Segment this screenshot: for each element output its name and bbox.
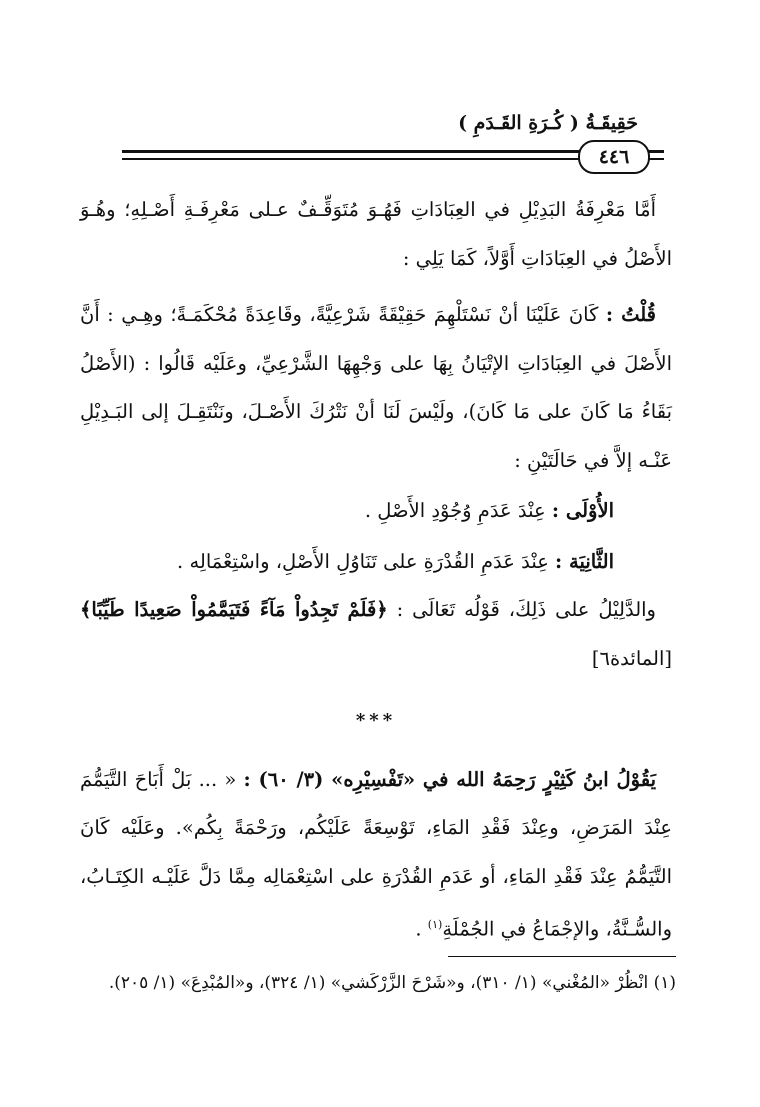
paragraph-4 <box>80 756 672 955</box>
point-second <box>80 538 672 587</box>
paragraph-2 <box>80 291 672 485</box>
page-number: ٤٤٦ <box>578 140 650 174</box>
section-separator: *** <box>355 710 397 731</box>
footnote-marker: (١) <box>427 918 443 931</box>
point-second-text: عِنْدَ عَدَمِ القُدْرَةِ على تَنَاوُلِ الأَصْلِ، واسْتِعْمَالِه . <box>177 549 549 573</box>
main-text <box>80 186 672 954</box>
footnote-rule <box>448 956 676 957</box>
point-first-label: الأُوْلَى : <box>551 499 614 522</box>
point-first-text: عِنْدَ عَدَمِ وُجُوْدِ الأَصْلِ . <box>364 499 546 522</box>
paragraph-1: أَمَّا مَعْرِفَةُ البَدِيْلِ في العِبَادَاتِ فَهُـوَ مُتَوَقِّـفٌ عـلى مَعْرِفَـةِ أَصْـلِهِ؛ وهُـوَ الأَصْلُ في العِبَادَاتِ أَوَّلاً، كَمَا يَلِي : <box>80 198 672 270</box>
paragraph-2-lead: قُلْتُ : <box>605 303 656 326</box>
point-second-label: الثَّانِيَة : <box>555 549 614 573</box>
running-header-title: حَقِيقَـةُ ( كُـرَةِ القَـدَمِ ) <box>458 112 638 134</box>
point-first <box>80 487 672 536</box>
paragraph-4-text: « ... بَلْ أَبَاحَ التَّيَمُّمَ عِنْدَ المَرَضِ، وعِنْدَ فَقْدِ المَاءِ، تَوْسِعَةً عَلَيْكُم، ورَحْمَةً بِكُم». وعَلَيْه كَانَ التَّيَمُّمُ عِنْدَ فَقْدِ المَاءِ، أو عَدَمِ القُدْرَةِ على اسْتِعْمَالِه مِمَّا دَلَّ عَلَيْـه الكِتَـابُ، والسُّـنَّةُ، والإجْمَاعُ في الجُمْلَةِ <box>80 767 672 941</box>
paragraph-4-end: . <box>415 917 428 941</box>
paragraph-4-lead: يَقُوْلُ ابنُ كَثِيْرٍ رَحِمَهُ الله في «تَفْسِيْرِه» (٣/ ٦٠) : <box>243 767 656 791</box>
evidence-lead: والدَّلِيْلُ على ذَلِكَ، قَوْلُه تَعَالَى : <box>396 598 656 621</box>
quran-verse: ﴿فَلَمْ تَجِدُواْ مَآءً فَتَيَمَّمُواْ صَعِيدًا طَيِّبًا﴾ <box>80 598 388 621</box>
evidence-line <box>80 586 672 683</box>
paragraph-2-text: كَانَ عَلَيْنَا أنْ نَسْتَلْهِمَ حَقِيْقَةً شَرْعِيَّةً، وقَاعِدَةً مُحْكَمَـةً؛ وهِـي : أَنَّ الأَصْلَ في العِبَادَاتِ الإتْيَانُ بِهَا على وَجْهِهَا الشَّرْعِيِّ، وعَلَيْه قَالُوا : (الأَصْلُ بَقَاءُ مَا كَانَ على مَا كَانَ)، ولَيْسَ لَنَا أنْ نَتْرُكَ الأَصْـلَ، ونَنْتَقِـلَ إلى البَـدِيْلِ عَنْـه إلاَّ في حَالَتَيْنِ : <box>80 303 672 472</box>
footnote: (١) انْظُرْ «المُغْني» (١/ ٣١٠)، و«شَرْحَ الزَّرْكَشي» (١/ ٣٢٤)، و«المُبْدِعَ» (١/ ٢٠٥). <box>108 973 676 993</box>
verse-reference: [المائدة٦] <box>591 646 672 670</box>
